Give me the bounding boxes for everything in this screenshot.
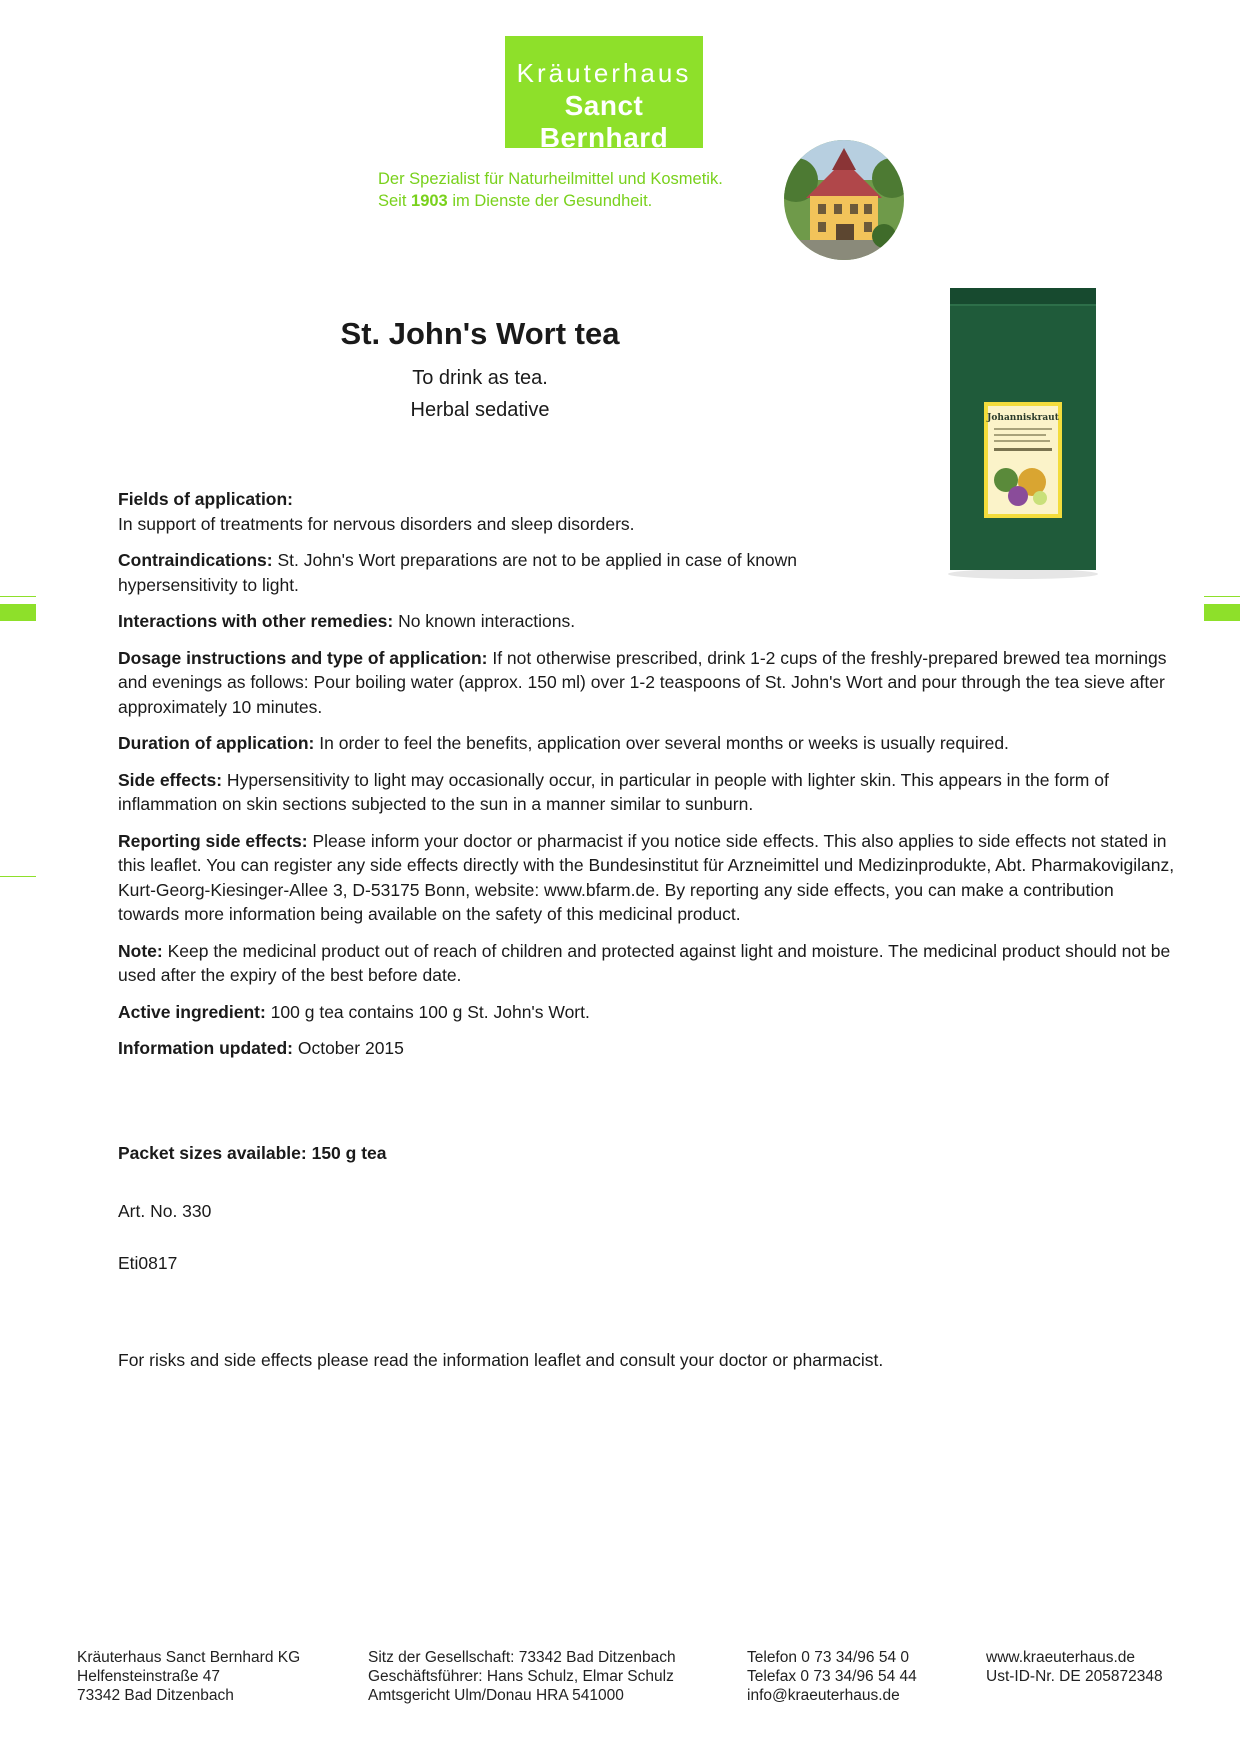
section-active-ingredient: Active ingredient: 100 g tea contains 100 g St. John's Wort.: [118, 1001, 590, 1022]
leaflet-body: [118, 487, 1178, 1073]
section-information-updated: Information updated: October 2015: [118, 1038, 404, 1058]
product-subtitle-1: To drink as tea.: [412, 367, 548, 389]
risks-note: For risks and side effects please read the information leaflet and consult your doctor or pharmacist.: [118, 1350, 884, 1370]
footer-web-vat: www.kraeuterhaus.de Ust-ID-Nr. DE 205872348: [986, 1649, 1163, 1685]
section-interactions: Interactions with other remedies: No known interactions.: [118, 611, 576, 631]
section-contraindications: Contraindications: St. John's Wort preparations are not to be applied in case of known hypersensitivity to light.: [118, 550, 798, 595]
section-note: Note: Keep the medicinal product out of reach of children and protected against light and moisture. The medicinal product should not be used after the expiry of the best before date.: [118, 940, 1171, 985]
right-margin-line: [1204, 596, 1240, 597]
label-code: Eti0817: [118, 1253, 178, 1273]
product-title: St. John's Wort tea: [340, 316, 620, 351]
brand-logo: [505, 36, 703, 153]
footer-contact: Telefon 0 73 34/96 54 0 Telefax 0 73 34/96 54 44 info@kraeuterhaus.de: [747, 1649, 917, 1704]
footer-company-address: Kräuterhaus Sanct Bernhard KG Helfensteinstraße 47 73342 Bad Ditzenbach: [77, 1649, 301, 1704]
left-margin-marker: [0, 604, 36, 621]
section-dosage: Dosage instructions and type of application: If not otherwise prescribed, drink 1-2 cups of the freshly-prepared brewed tea mornings and evenings as follows: Pour boiling water (approx. 150 ml) over 1-2 teaspoons of St. John's Wort and pour through the tea sieve after approximately 10 minutes.: [118, 647, 1167, 717]
section-fields-of-application: Fields of application: In support of treatments for nervous disorders and sleep disorders.: [118, 489, 635, 534]
footer-legal-info: Sitz der Gesellschaft: 73342 Bad Ditzenbach Geschäftsführer: Hans Schulz, Elmar Schulz Amtsgericht Ulm/Donau HRA 541000: [368, 1649, 676, 1704]
brand-tagline: [378, 168, 723, 212]
section-reporting-side-effects: Reporting side effects: Please inform your doctor or pharmacist if you notice side effects. This also applies to side effects not stated in this leaflet. You can register any side effects directly with the Bundesinstitut für Arzneimittel und Medizinprodukte, Abt. Pharmakovigilanz, Kurt-Georg-Kiesinger-Allee 3, D-53175 Bonn, website: www.bfarm.de. By reporting any side effects, you can make a contribution towards more information being available on the safety of this medicinal product.: [118, 830, 1175, 924]
right-margin-marker: [1204, 604, 1240, 621]
logo-line-2: Sanct Bernhard: [539, 90, 669, 153]
left-fold-line: [0, 876, 36, 877]
left-margin-line: [0, 596, 36, 597]
package-label-text: Johanniskraut: [987, 413, 1059, 423]
section-side-effects: Side effects: Hypersensitivity to light may occasionally occur, in particular in people with lighter skin. This appears in the form of inflammation on skin sections subjected to the sun in a manner similar to sunburn.: [118, 769, 1109, 814]
article-number: Art. No. 330: [118, 1201, 212, 1221]
tagline-year: 1903: [411, 192, 448, 210]
packet-sizes: Packet sizes available: 150 g tea: [118, 1143, 387, 1163]
logo-line-1: Kräuterhaus: [516, 58, 692, 88]
section-duration: Duration of application: In order to feel the benefits, application over several months or weeks is usually required.: [118, 733, 1009, 753]
tagline-line-1: Der Spezialist für Naturheilmittel und Kosmetik.: [378, 170, 723, 188]
tagline-line-2: Seit 1903 im Dienste der Gesundheit.: [378, 192, 653, 210]
house-photo: [784, 140, 904, 260]
product-subtitle-2: Herbal sedative: [410, 399, 550, 421]
footer-email-link[interactable]: info@kraeuterhaus.de: [747, 1687, 900, 1704]
footer-website-link[interactable]: www.kraeuterhaus.de: [986, 1649, 1136, 1666]
